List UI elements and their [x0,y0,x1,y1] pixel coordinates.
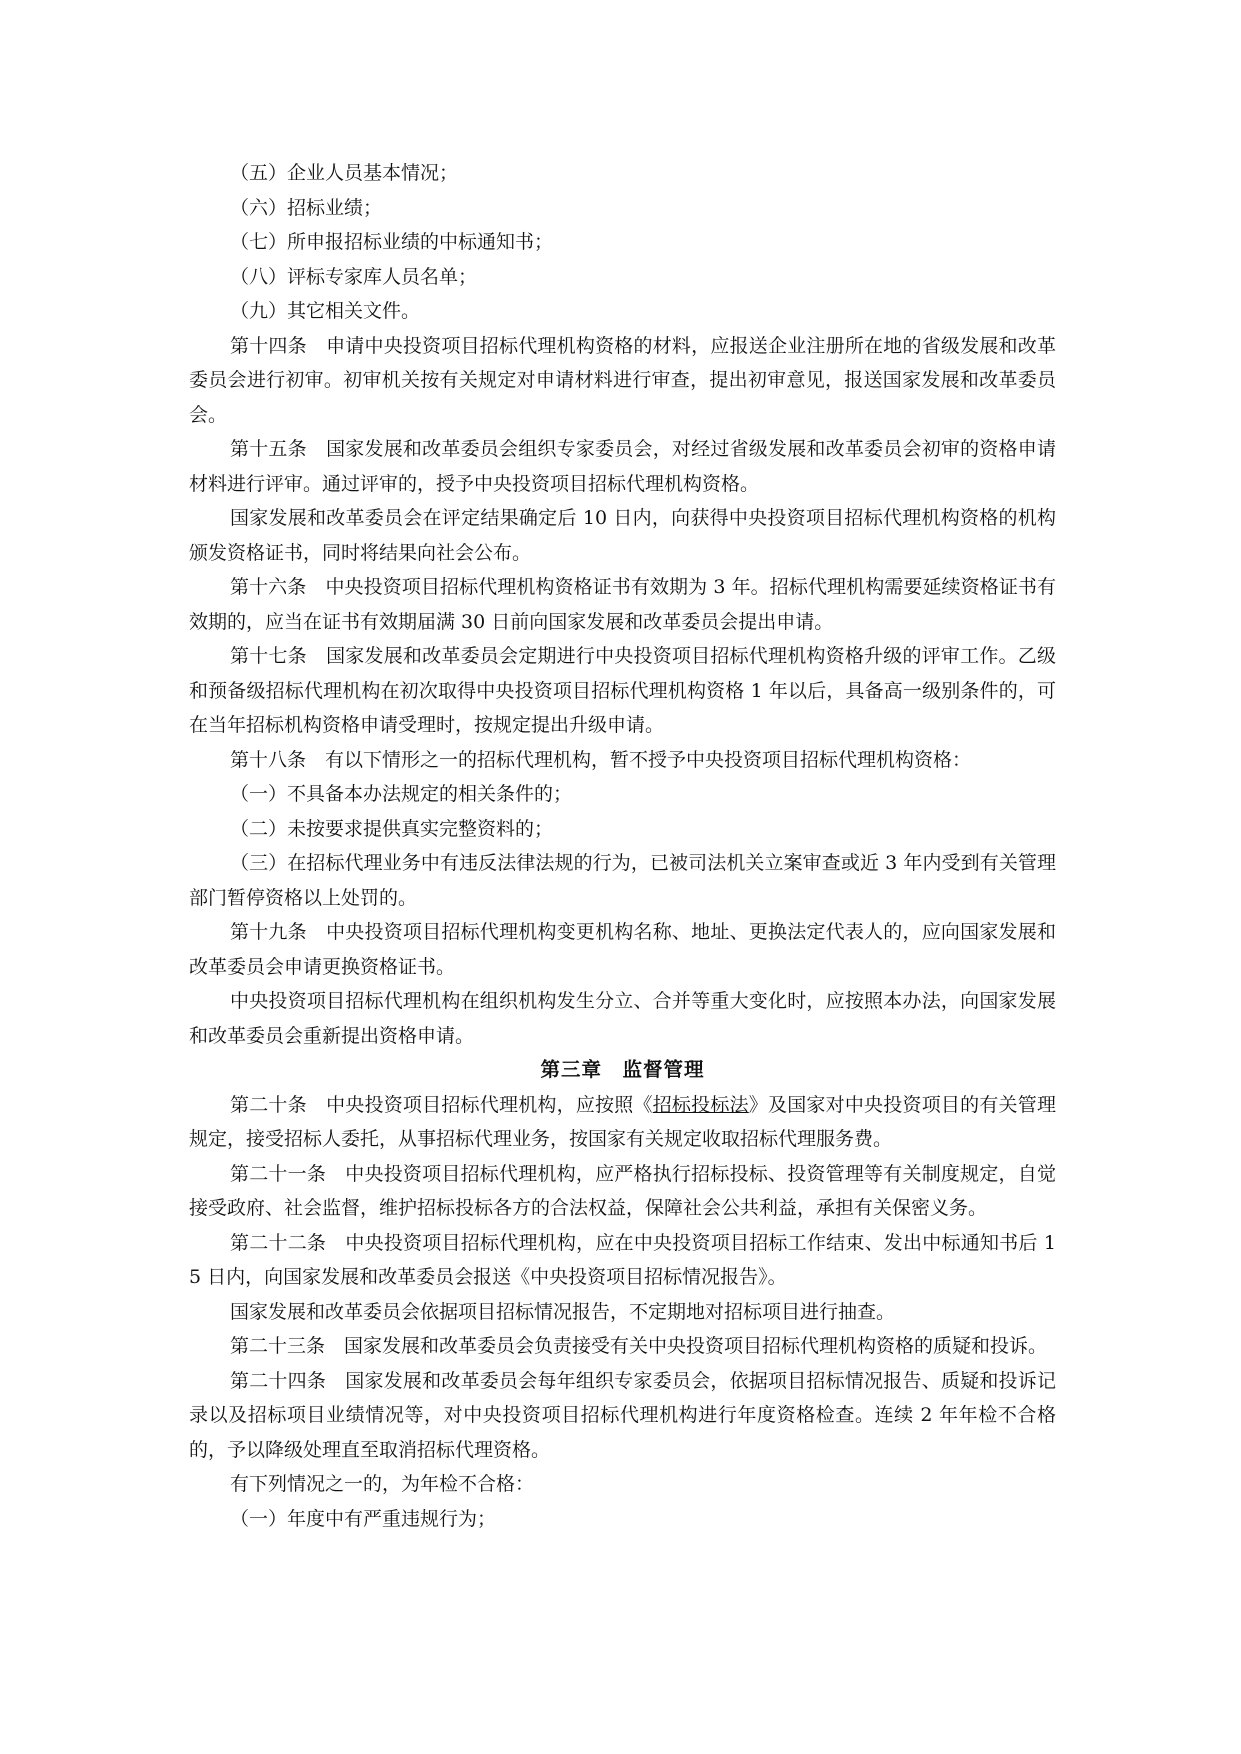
article-17: 第十七条 国家发展和改革委员会定期进行中央投资项目招标代理机构资格升级的评审工作。乙级和预备级招标代理机构在初次取得中央投资项目招标代理机构资格 1 年以后，具备高一级别条件的，可在当年招标机构资格申请受理时，按规定提出升级申请。 [189,645,1056,736]
chapter-heading: 第三章 监督管理 [540,1058,705,1081]
list-item: （八）评标专家库人员名单； [230,265,478,288]
article-20-text-start: 第二十条 中央投资项目招标代理机构，应按照《 [230,1093,653,1116]
article-22: 第二十二条 中央投资项目招标代理机构，应在中央投资项目招标工作结束、发出中标通知书后 15 日内，向国家发展和改革委员会报送《中央投资项目招标情况报告》。 [189,1231,1056,1288]
article-23: 第二十三条 国家发展和改革委员会负责接受有关中央投资项目招标代理机构资格的质疑和投诉。 [230,1335,1048,1357]
article-22-paragraph-2: 国家发展和改革委员会依据项目招标情况报告，不定期地对招标项目进行抽查。 [230,1300,896,1323]
list-item: （一）不具备本办法规定的相关条件的； [230,783,573,805]
article-15: 第十五条 国家发展和改革委员会组织专家委员会，对经过省级发展和改革委员会初审的资格申请材料进行评审。通过评审的，授予中央投资项目招标代理机构资格。 [189,438,1056,495]
article-15-paragraph-2: 国家发展和改革委员会在评定结果确定后 10 日内，向获得中央投资项目招标代理机构资格的机构颁发资格证书，同时将结果向社会公布。 [189,507,1056,564]
article-19: 第十九条 中央投资项目招标代理机构变更机构名称、地址、更换法定代表人的，应向国家发展和改革委员会申请更换资格证书。 [189,921,1056,978]
article-14: 第十四条 申请中央投资项目招标代理机构资格的材料，应报送企业注册所在地的省级发展和改革委员会进行初审。初审机关按有关规定对申请材料进行审查，提出初审意见，报送国家发展和改革委员会。 [189,334,1056,426]
document-body [189,156,1056,1536]
article-19-paragraph-2: 中央投资项目招标代理机构在组织机构发生分立、合并等重大变化时，应按照本办法，向国家发展和改革委员会重新提出资格申请。 [189,990,1056,1047]
article-20 [189,1088,1056,1157]
article-16: 第十六条 中央投资项目招标代理机构资格证书有效期为 3 年。招标代理机构需要延续资格证书有效期的，应当在证书有效期届满 30 日前向国家发展和改革委员会提出申请。 [189,576,1056,633]
article-18: 第十八条 有以下情形之一的招标代理机构，暂不授予中央投资项目招标代理机构资格： [230,748,972,771]
list-item: （六）招标业绩； [230,196,383,219]
list-item: （五）企业人员基本情况； [230,162,459,184]
list-item: （九）其它相关文件。 [230,300,421,322]
article-24-paragraph-2: 有下列情况之一的，为年检不合格： [230,1473,535,1495]
law-link[interactable]: 招标投标法 [652,1093,749,1116]
list-item: （三）在招标代理业务中有违反法律法规的行为，已被司法机关立案审查或近 3 年内受到有关管理部门暂停资格以上处罚的。 [189,852,1056,909]
article-24: 第二十四条 国家发展和改革委员会每年组织专家委员会，依据项目招标情况报告、质疑和投诉记录以及招标项目业绩情况等，对中央投资项目招标代理机构进行年度资格检查。连续 2 年年检不合格的，予以降级处理直至取消招标代理资格。 [189,1369,1056,1461]
list-item: （二）未按要求提供真实完整资料的； [230,817,554,840]
article-20-text-end: 》及国家对中央投资项目的有关管理规定，接受招标人委托，从事招标代理业务，按国家有关规定收取招标代理服务费。 [189,1093,1056,1150]
list-item: （七）所申报招标业绩的中标通知书； [230,231,554,253]
list-item: （一）年度中有严重违规行为； [230,1507,497,1530]
article-21: 第二十一条 中央投资项目招标代理机构，应严格执行招标投标、投资管理等有关制度规定，自觉接受政府、社会监督，维护招标投标各方的合法权益，保障社会公共利益，承担有关保密义务。 [189,1162,1056,1219]
